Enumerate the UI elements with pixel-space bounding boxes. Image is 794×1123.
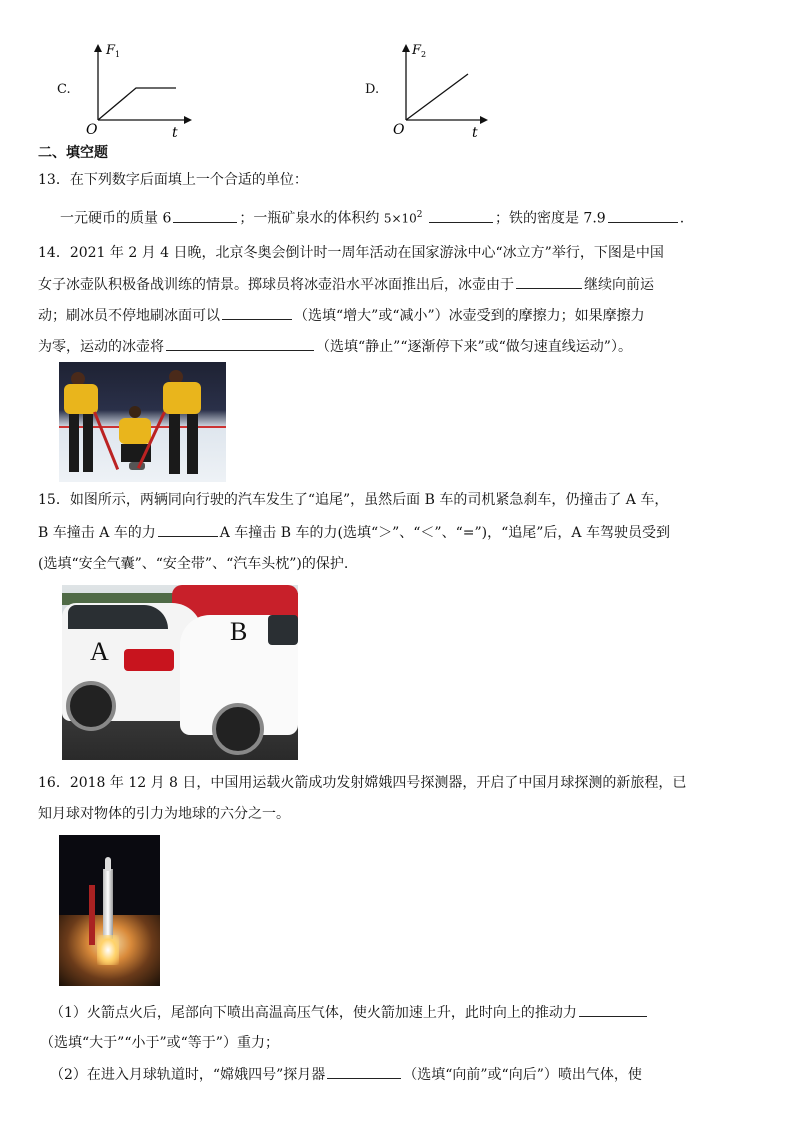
graph-d-origin: O <box>393 122 405 138</box>
rocket-photo <box>59 835 160 986</box>
q14-line2-b: 继续向前运 <box>584 277 654 293</box>
q15-blank-force[interactable] <box>158 522 218 537</box>
q16-sub1-line1 <box>50 1002 649 1023</box>
player-leg <box>169 414 180 474</box>
q15-line2 <box>38 522 670 543</box>
q14-blank-friction[interactable] <box>222 305 292 320</box>
graph-c-x-arrow <box>184 116 192 124</box>
graph-c-origin: O <box>86 122 98 138</box>
q14-line3 <box>38 305 645 326</box>
q15-line2-a: B 车撞击 A 车的力 <box>38 525 156 541</box>
q13-blank-density[interactable] <box>608 208 678 223</box>
car-a-wheel <box>66 681 116 731</box>
q14-line4-a: 为零，运动的冰壶将 <box>38 339 164 355</box>
car-b-wheel <box>212 703 264 755</box>
rocket-body <box>103 869 113 939</box>
graph-d-x-label: t <box>472 125 478 138</box>
q15-line1: 15．如图所示，两辆同向行驶的汽车发生了“追尾”，虽然后面 B 车的司机紧急刹车，仍撞击了 A 车， <box>38 492 669 508</box>
q16-blank-thrust[interactable] <box>579 1002 647 1017</box>
graph-c <box>84 38 194 138</box>
q16-sub1-a: （1）火箭点火后，尾部向下喷出高温高压气体，使火箭加速上升，此时向上的推动力 <box>50 1005 577 1021</box>
graph-d-y-sub: 2 <box>421 50 427 59</box>
option-c-label: C. <box>57 82 71 97</box>
graph-d <box>392 38 502 138</box>
launch-tower <box>89 885 95 945</box>
player-leg <box>83 414 93 472</box>
graph-d-x-arrow <box>480 116 488 124</box>
q14-line4 <box>38 336 632 357</box>
car-b-window <box>268 615 298 645</box>
q16-line1: 16．2018 年 12 月 8 日，中国用运载火箭成功发射嫦娥四号探测器，开启了中国月球探测的新旅程，已 <box>38 775 687 791</box>
q16-sub1-line2: （选填“大于”“小于”或“等于”）重力； <box>40 1035 279 1051</box>
player-head <box>129 406 141 418</box>
q13-stem: 13．在下列数字后面填上一个合适的单位： <box>38 172 308 188</box>
car-b-label: B <box>230 617 248 646</box>
graph-d-curve <box>406 74 468 120</box>
q13-part2: ；一瓶矿泉水的体积约 <box>239 210 380 227</box>
q13-volume-number: 5×10 <box>383 211 417 226</box>
graph-d-y-arrow <box>402 44 410 52</box>
q15-line2-b: A 车撞击 B 车的力(选填“＞”、“＜”、“=”)，“追尾”后，A 车驾驶员受到 <box>219 525 670 541</box>
player-jacket <box>119 418 151 444</box>
car-a-taillight <box>124 649 174 671</box>
q16-blank-direction[interactable] <box>327 1064 401 1079</box>
q13-part4: . <box>679 210 685 227</box>
q13-blanks-line <box>60 205 684 229</box>
q15-line3: (选填“安全气囊”、“安全带”、“汽车头枕”)的保护. <box>38 556 349 572</box>
q14-blank-motion[interactable] <box>166 336 314 351</box>
q13-blank-volume[interactable] <box>429 208 493 223</box>
car-crash-photo <box>62 585 298 760</box>
player-jacket <box>163 382 201 414</box>
curling-photo <box>59 362 226 482</box>
graph-c-curve <box>98 88 176 120</box>
section-title: 二、填空题 <box>38 145 108 161</box>
player-leg <box>69 414 79 472</box>
q14-line2 <box>38 274 654 295</box>
q14-line2-a: 女子冰壶队积极备战训练的情景。掷球员将冰壶沿水平冰面推出后，冰壶由于 <box>38 277 514 293</box>
q16-sub2-b: （选填“向前”或“向后”）喷出气体，使 <box>403 1067 642 1083</box>
q14-line4-b: （选填“静止”“逐渐停下来”或“做匀速直线运动”）。 <box>316 339 632 355</box>
graph-c-x-label: t <box>172 125 178 138</box>
car-a-label: A <box>90 637 109 666</box>
q14-line1: 14．2021 年 2 月 4 日晚，北京冬奥会倒计时一周年活动在国家游泳中心“冰立方”举行，下图是中国 <box>38 245 664 261</box>
q16-line2: 知月球对物体的引力为地球的六分之一。 <box>38 806 290 822</box>
graph-d-y-label: F <box>412 43 422 58</box>
graph-c-y-arrow <box>94 44 102 52</box>
player-leg <box>187 414 198 474</box>
q13-part1: 一元硬币的质量 6 <box>60 210 172 227</box>
broom <box>93 411 119 470</box>
q14-line3-a: 动；刷冰员不停地刷冰面可以 <box>38 308 220 324</box>
option-d-label: D. <box>365 82 380 97</box>
player-jacket <box>64 384 98 414</box>
q13-part3: ；铁的密度是 7.9 <box>494 210 606 227</box>
q13-blank-mass[interactable] <box>173 208 237 223</box>
car-a-window <box>68 605 168 629</box>
rocket-flame <box>97 935 119 965</box>
q16-sub2-a: （2）在进入月球轨道时，“嫦娥四号”探月器 <box>50 1067 326 1083</box>
q13-volume-exponent: 2 <box>416 210 423 220</box>
q16-sub2-line1 <box>50 1064 642 1085</box>
q14-blank-inertia[interactable] <box>516 274 582 289</box>
graph-c-y-sub: 1 <box>115 50 121 59</box>
q14-line3-b: （选填“增大”或“减小”）冰壶受到的摩擦力；如果摩擦力 <box>294 308 645 324</box>
graph-c-y-label: F <box>106 43 116 58</box>
rocket-nose <box>105 857 111 871</box>
